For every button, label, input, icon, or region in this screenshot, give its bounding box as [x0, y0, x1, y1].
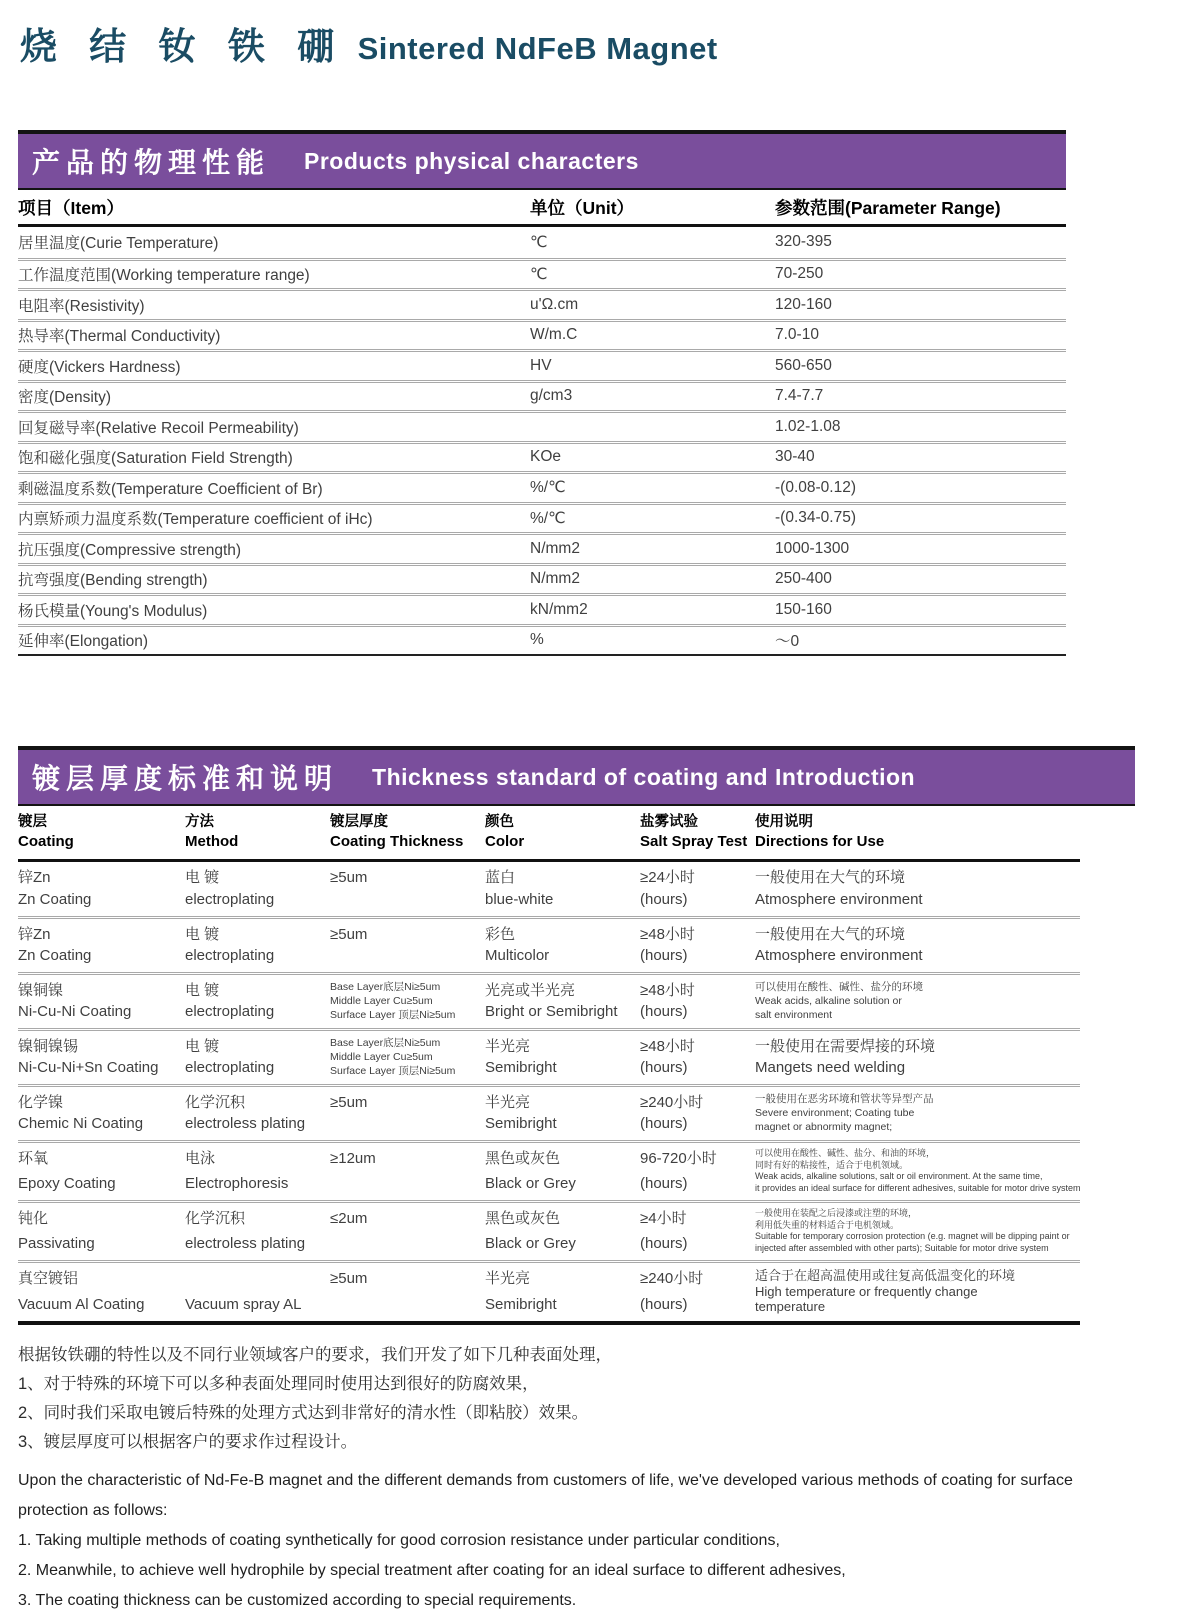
- cell-line: ≤2um: [330, 1210, 368, 1227]
- page-title-zh: 烧 结 钕 铁 硼: [20, 26, 346, 67]
- color-cell: [485, 1036, 640, 1078]
- header-salt-spray-en: Salt Spray Test: [640, 833, 748, 850]
- range-cell: 1000-1300: [775, 539, 850, 557]
- method-cell: [185, 1092, 330, 1134]
- cell-line: 96-720小时: [640, 1150, 717, 1167]
- header-method-en: Method: [185, 833, 239, 850]
- coating-banner-zh: 镀层厚度标准和说明: [32, 763, 339, 794]
- salt-cell: [640, 1092, 755, 1134]
- cell-line: Severe environment; Coating tube: [755, 1107, 915, 1119]
- unit-cell: HV: [530, 356, 552, 374]
- coating-cell: [18, 1268, 185, 1315]
- cell-line: Black or Grey: [485, 1175, 576, 1192]
- item-cell: 饱和磁化强度(Saturation Field Strength): [18, 450, 293, 468]
- cell-line: 适合于在超高温使用或往复高低温变化的环境: [755, 1268, 1016, 1283]
- range-cell: 320-395: [775, 233, 832, 251]
- note-zh-line: 3、镀层厚度可以根据客户的要求作过程设计。: [18, 1432, 358, 1451]
- cell-line: Zn Coating: [18, 891, 92, 908]
- thickness-cell: [330, 867, 485, 910]
- header-range: 参数范围(Parameter Range): [775, 197, 1001, 218]
- header-directions: [755, 813, 1080, 851]
- item-cell: 回复磁导率(Relative Recoil Permeability): [18, 419, 299, 437]
- cell-line: ≥48小时: [640, 1038, 695, 1055]
- color-cell: [485, 1268, 640, 1315]
- cell-line: Atmosphere environment: [755, 947, 923, 964]
- cell-line: 化学沉积: [185, 1210, 246, 1227]
- cell-line: ≥24小时: [640, 869, 695, 886]
- thickness-cell: [330, 980, 485, 1022]
- notes-zh: [18, 1341, 1200, 1457]
- cell-line: 可以使用在酸性、碱性、盐分的环境: [755, 981, 923, 993]
- cell-line: Chemic Ni Coating: [18, 1115, 144, 1132]
- cell-line: 电 镀: [185, 926, 220, 943]
- item-cell: 居里温度(Curie Temperature): [18, 235, 219, 253]
- header-coating: [18, 813, 185, 851]
- cell-line: Semibright: [485, 1059, 557, 1076]
- cell-line: injected after assembled with other parts); Suitable for motor drive system: [755, 1242, 1049, 1253]
- cell-line: electroplating: [185, 947, 275, 964]
- cell-line: (hours): [640, 947, 688, 964]
- cell-line: Atmosphere environment: [755, 891, 923, 908]
- cell-line: Black or Grey: [485, 1235, 576, 1252]
- salt-cell: [640, 1268, 755, 1315]
- cell-line: ≥48小时: [640, 926, 695, 943]
- cell-line: magnet or abnormity magnet;: [755, 1121, 893, 1133]
- physical-row: [18, 441, 1066, 472]
- directions-cell: [755, 1036, 1080, 1078]
- cell-line: Surface Layer 顶层Ni≥5um: [330, 1009, 456, 1021]
- color-cell: [485, 924, 640, 966]
- cell-line: 一般使用在大气的环境: [755, 926, 906, 943]
- range-cell: 7.4-7.7: [775, 387, 824, 405]
- cell-line: electroless plating: [185, 1115, 306, 1132]
- item-cell: 抗弯强度(Bending strength): [18, 572, 208, 590]
- cell-line: ≥5um: [330, 926, 368, 943]
- cell-line: ≥48小时: [640, 982, 695, 999]
- item-cell: 剩磁温度系数(Temperature Coefficient of Br): [18, 480, 323, 498]
- salt-cell: [640, 1148, 755, 1194]
- range-cell: 560-650: [775, 356, 832, 374]
- cell-line: 电 镀: [185, 1038, 220, 1055]
- coating-row: [18, 1028, 1080, 1084]
- cell-line: 蓝白: [485, 869, 516, 886]
- cell-line: 同时有好的粘接性，适合于电机领域。: [755, 1159, 909, 1170]
- directions-cell: [755, 867, 1080, 910]
- directions-cell: [755, 1148, 1081, 1194]
- physical-row: [18, 471, 1066, 502]
- cell-line: electroless plating: [185, 1235, 306, 1252]
- header-directions-en: Directions for Use: [755, 833, 885, 850]
- cell-line: 光亮或半光亮: [485, 982, 576, 999]
- cell-line: (hours): [640, 1235, 688, 1252]
- coating-cell: [18, 1208, 185, 1254]
- range-cell: 7.0-10: [775, 326, 819, 344]
- item-cell: 硬度(Vickers Hardness): [18, 358, 181, 376]
- physical-row: [18, 624, 1066, 655]
- directions-cell: [755, 1268, 1080, 1315]
- thickness-cell: [330, 1208, 485, 1254]
- item-cell: 密度(Density): [18, 389, 112, 407]
- coating-cell: [18, 867, 185, 910]
- cell-line: 彩色: [485, 926, 516, 943]
- header-salt-spray-zh: 盐雾试验: [640, 814, 698, 830]
- cell-line: Ni-Cu-Ni+Sn Coating: [18, 1059, 159, 1076]
- coating-table-rows: [18, 862, 1080, 1325]
- cell-line: ≥240小时: [640, 1094, 704, 1111]
- cell-line: 一般使用在装配之后浸漆或注塑的环境，: [755, 1208, 918, 1218]
- cell-line: 可以使用在酸性、碱性、盐分、和油的环境，: [755, 1148, 936, 1158]
- item-cell: 电阻率(Resistivity): [18, 297, 145, 315]
- cell-line: (hours): [640, 1295, 688, 1313]
- salt-cell: [640, 980, 755, 1022]
- physical-row: [18, 563, 1066, 594]
- cell-line: Semibright: [485, 1295, 557, 1313]
- notes-en: [18, 1466, 1096, 1616]
- unit-cell: KOe: [530, 448, 562, 466]
- thickness-cell: [330, 924, 485, 966]
- physical-table-header: [18, 190, 1066, 227]
- unit-cell: ℃: [530, 233, 548, 251]
- unit-cell: %/℃: [530, 479, 566, 497]
- cell-line: it provides an ideal surface for different adhesives, suitable for motor drive system: [755, 1182, 1081, 1193]
- physical-table: [18, 130, 1066, 656]
- cell-line: electroplating: [185, 1059, 275, 1076]
- header-thickness: [330, 813, 485, 851]
- cell-line: Zn Coating: [18, 947, 92, 964]
- unit-cell: u'Ω.cm: [530, 295, 579, 313]
- physical-banner-zh: 产品的物理性能: [32, 147, 271, 178]
- physical-row: [18, 349, 1066, 380]
- range-cell: -(0.34-0.75): [775, 509, 856, 527]
- note-en-line: 1. Taking multiple methods of coating synthetically for good corrosion resistance under particular conditions,: [18, 1531, 780, 1549]
- method-cell: [185, 1268, 330, 1315]
- unit-cell: N/mm2: [530, 539, 580, 557]
- method-cell: [185, 1208, 330, 1254]
- cell-line: 镍铜镍: [18, 982, 64, 999]
- cell-line: 黑色或灰色: [485, 1150, 561, 1167]
- coating-cell: [18, 1148, 185, 1194]
- range-cell: 70-250: [775, 265, 824, 283]
- cell-line: Electrophoresis: [185, 1175, 289, 1192]
- cell-line: 电泳: [185, 1150, 216, 1167]
- directions-cell: [755, 1208, 1080, 1254]
- physical-row: [18, 410, 1066, 441]
- header-salt-spray: [640, 813, 755, 851]
- cell-line: ≥12um: [330, 1150, 376, 1167]
- header-coating-zh: 镀层: [18, 814, 47, 830]
- header-method-zh: 方法: [185, 814, 214, 830]
- color-cell: [485, 1092, 640, 1134]
- cell-line: electroplating: [185, 891, 275, 908]
- physical-table-banner: [18, 130, 1066, 190]
- cell-line: Passivating: [18, 1235, 95, 1252]
- cell-line: 一般使用在大气的环境: [755, 869, 906, 886]
- page-title-en: Sintered NdFeB Magnet: [357, 31, 718, 66]
- cell-line: Semibright: [485, 1115, 557, 1132]
- unit-cell: ℃: [530, 265, 548, 283]
- thickness-cell: [330, 1268, 485, 1315]
- coating-row: [18, 1140, 1080, 1200]
- coating-row: [18, 916, 1080, 972]
- cell-line: 镍铜镍锡: [18, 1038, 79, 1055]
- cell-line: 一般使用在恶劣环境和管状等异型产品: [755, 1093, 934, 1105]
- cell-line: (hours): [640, 1059, 688, 1076]
- unit-cell: %/℃: [530, 509, 566, 527]
- item-cell: 热导率(Thermal Conductivity): [18, 328, 221, 346]
- unit-cell: g/cm3: [530, 387, 573, 405]
- coating-table: [18, 746, 1200, 1325]
- note-zh-line: 根据钕铁硼的特性以及不同行业领域客户的要求，我们开发了如下几种表面处理，: [18, 1345, 612, 1364]
- thickness-cell: [330, 1148, 485, 1194]
- cell-line: (hours): [640, 1175, 688, 1192]
- salt-cell: [640, 1036, 755, 1078]
- cell-line: Ni-Cu-Ni Coating: [18, 1003, 132, 1020]
- range-cell: ～0: [775, 633, 800, 651]
- range-cell: 1.02-1.08: [775, 417, 841, 435]
- cell-line: Bright or Semibright: [485, 1003, 618, 1020]
- cell-line: ≥4小时: [640, 1210, 687, 1227]
- item-cell: 内禀矫顽力温度系数(Temperature coefficient of iHc): [18, 511, 373, 529]
- physical-row: [18, 227, 1066, 258]
- cell-line: 一般使用在需要焊接的环境: [755, 1038, 936, 1055]
- cell-line: electroplating: [185, 1003, 275, 1020]
- item-cell: 工作温度范围(Working temperature range): [18, 267, 310, 285]
- header-item: 项目（Item）: [18, 197, 124, 218]
- cell-line: 电 镀: [185, 982, 220, 999]
- cell-line: 锌Zn: [18, 869, 51, 886]
- cell-line: Weak acids, alkaline solutions, salt or oil environment. At the same time,: [755, 1171, 1043, 1181]
- note-en-line: 3. The coating thickness can be customized according to special requirements.: [18, 1591, 577, 1609]
- salt-cell: [640, 1208, 755, 1254]
- header-unit: 单位（Unit）: [530, 197, 635, 218]
- physical-table-rows: [18, 227, 1066, 656]
- cell-line: (hours): [640, 1003, 688, 1020]
- range-cell: 30-40: [775, 448, 815, 466]
- item-cell: 抗压强度(Compressive strength): [18, 541, 242, 559]
- header-thickness-zh: 镀层厚度: [330, 814, 388, 830]
- salt-cell: [640, 924, 755, 966]
- cell-line: ≥5um: [330, 1094, 368, 1111]
- unit-cell: kN/mm2: [530, 600, 588, 618]
- header-color-zh: 颜色: [485, 814, 514, 830]
- method-cell: [185, 980, 330, 1022]
- header-coating-en: Coating: [18, 833, 74, 850]
- range-cell: 250-400: [775, 570, 832, 588]
- physical-row: [18, 258, 1066, 289]
- physical-row: [18, 502, 1066, 533]
- coating-banner-en: Thickness standard of coating and Introduction: [372, 763, 916, 790]
- coating-cell: [18, 924, 185, 966]
- cell-line: 利用低失重的材料适合于电机领域。: [755, 1219, 900, 1230]
- cell-line: Mangets need welding: [755, 1059, 906, 1076]
- directions-cell: [755, 980, 1080, 1022]
- unit-cell: N/mm2: [530, 570, 580, 588]
- physical-banner-en: Products physical characters: [304, 147, 639, 174]
- method-cell: [185, 1036, 330, 1078]
- cell-line: Base Layer底层Ni≥5um: [330, 1037, 441, 1049]
- note-en-line: 2. Meanwhile, to achieve well hydrophile by special treatment after coating for an ideal surface to different adhesives,: [18, 1561, 846, 1579]
- cell-line: (hours): [640, 891, 688, 908]
- coating-row: [18, 1200, 1080, 1260]
- range-cell: 120-160: [775, 295, 832, 313]
- directions-cell: [755, 924, 1080, 966]
- color-cell: [485, 980, 640, 1022]
- physical-row: [18, 380, 1066, 411]
- physical-row: [18, 593, 1066, 624]
- color-cell: [485, 867, 640, 910]
- header-thickness-en: Coating Thickness: [330, 833, 464, 850]
- cell-line: ≥240小时: [640, 1270, 704, 1287]
- cell-line: 真空镀铝: [18, 1270, 79, 1287]
- cell-line: 环氧: [18, 1150, 49, 1167]
- cell-line: Surface Layer 顶层Ni≥5um: [330, 1065, 456, 1077]
- cell-line: 锌Zn: [18, 926, 51, 943]
- cell-line: blue-white: [485, 891, 554, 908]
- cell-line: Multicolor: [485, 947, 550, 964]
- cell-line: High temperature or frequently change: [755, 1283, 978, 1299]
- cell-line: 化学镍: [18, 1094, 64, 1111]
- cell-line: temperature: [755, 1299, 826, 1314]
- coating-table-banner: [18, 746, 1135, 806]
- header-color-en: Color: [485, 833, 525, 850]
- method-cell: [185, 867, 330, 910]
- coating-row: [18, 1084, 1080, 1140]
- cell-line: 电 镀: [185, 869, 220, 886]
- cell-line: 化学沉积: [185, 1094, 246, 1111]
- cell-line: Base Layer底层Ni≥5um: [330, 981, 441, 993]
- coating-cell: [18, 980, 185, 1022]
- thickness-cell: [330, 1092, 485, 1134]
- header-color: [485, 813, 640, 851]
- color-cell: [485, 1208, 640, 1254]
- page-title: [0, 0, 1200, 78]
- physical-row: [18, 532, 1066, 563]
- coating-cell: [18, 1036, 185, 1078]
- cell-line: Vacuum Al Coating: [18, 1295, 145, 1313]
- coating-table-header: [18, 806, 1080, 862]
- cell-line: 半光亮: [485, 1094, 531, 1111]
- coating-cell: [18, 1092, 185, 1134]
- coating-row: [18, 1260, 1080, 1321]
- note-zh-line: 2、同时我们采取电镀后特殊的处理方式达到非常好的清水性（即粘胶）效果。: [18, 1403, 589, 1422]
- item-cell: 延伸率(Elongation): [18, 633, 149, 651]
- coating-table-body: [18, 806, 1080, 1325]
- cell-line: Middle Layer Cu≥5um: [330, 995, 433, 1007]
- cell-line: Vacuum spray AL: [185, 1295, 302, 1313]
- color-cell: [485, 1148, 640, 1194]
- note-en-line: Upon the characteristic of Nd-Fe-B magnet and the different demands from customers of life, we've developed various methods of coating for surface protection as follows:: [18, 1471, 1073, 1519]
- coating-row: [18, 972, 1080, 1028]
- range-cell: 150-160: [775, 600, 832, 618]
- unit-cell: W/m.C: [530, 326, 578, 344]
- cell-line: ≥5um: [330, 1270, 368, 1287]
- cell-line: 钝化: [18, 1210, 49, 1227]
- note-zh-line: 1、对于特殊的环境下可以多种表面处理同时使用达到很好的防腐效果，: [18, 1374, 539, 1393]
- physical-row: [18, 319, 1066, 350]
- directions-cell: [755, 1092, 1080, 1134]
- cell-line: (hours): [640, 1115, 688, 1132]
- method-cell: [185, 924, 330, 966]
- unit-cell: %: [530, 631, 544, 649]
- cell-line: salt environment: [755, 1009, 833, 1021]
- cell-line: 黑色或灰色: [485, 1210, 561, 1227]
- method-cell: [185, 1148, 330, 1194]
- coating-row: [18, 862, 1080, 916]
- cell-line: 半光亮: [485, 1038, 531, 1055]
- cell-line: Weak acids, alkaline solution or: [755, 995, 902, 1007]
- cell-line: Epoxy Coating: [18, 1175, 116, 1192]
- item-cell: 杨氏模量(Young's Modulus): [18, 602, 208, 620]
- range-cell: -(0.08-0.12): [775, 478, 856, 496]
- thickness-cell: [330, 1036, 485, 1078]
- header-method: [185, 813, 330, 851]
- physical-row: [18, 288, 1066, 319]
- cell-line: ≥5um: [330, 869, 368, 886]
- header-directions-zh: 使用说明: [755, 814, 813, 830]
- cell-line: 半光亮: [485, 1270, 531, 1287]
- cell-line: [185, 1268, 330, 1289]
- salt-cell: [640, 867, 755, 910]
- cell-line: Suitable for temporary corrosion protection (e.g. magnet will be dipping paint or: [755, 1231, 1070, 1241]
- cell-line: Middle Layer Cu≥5um: [330, 1051, 433, 1063]
